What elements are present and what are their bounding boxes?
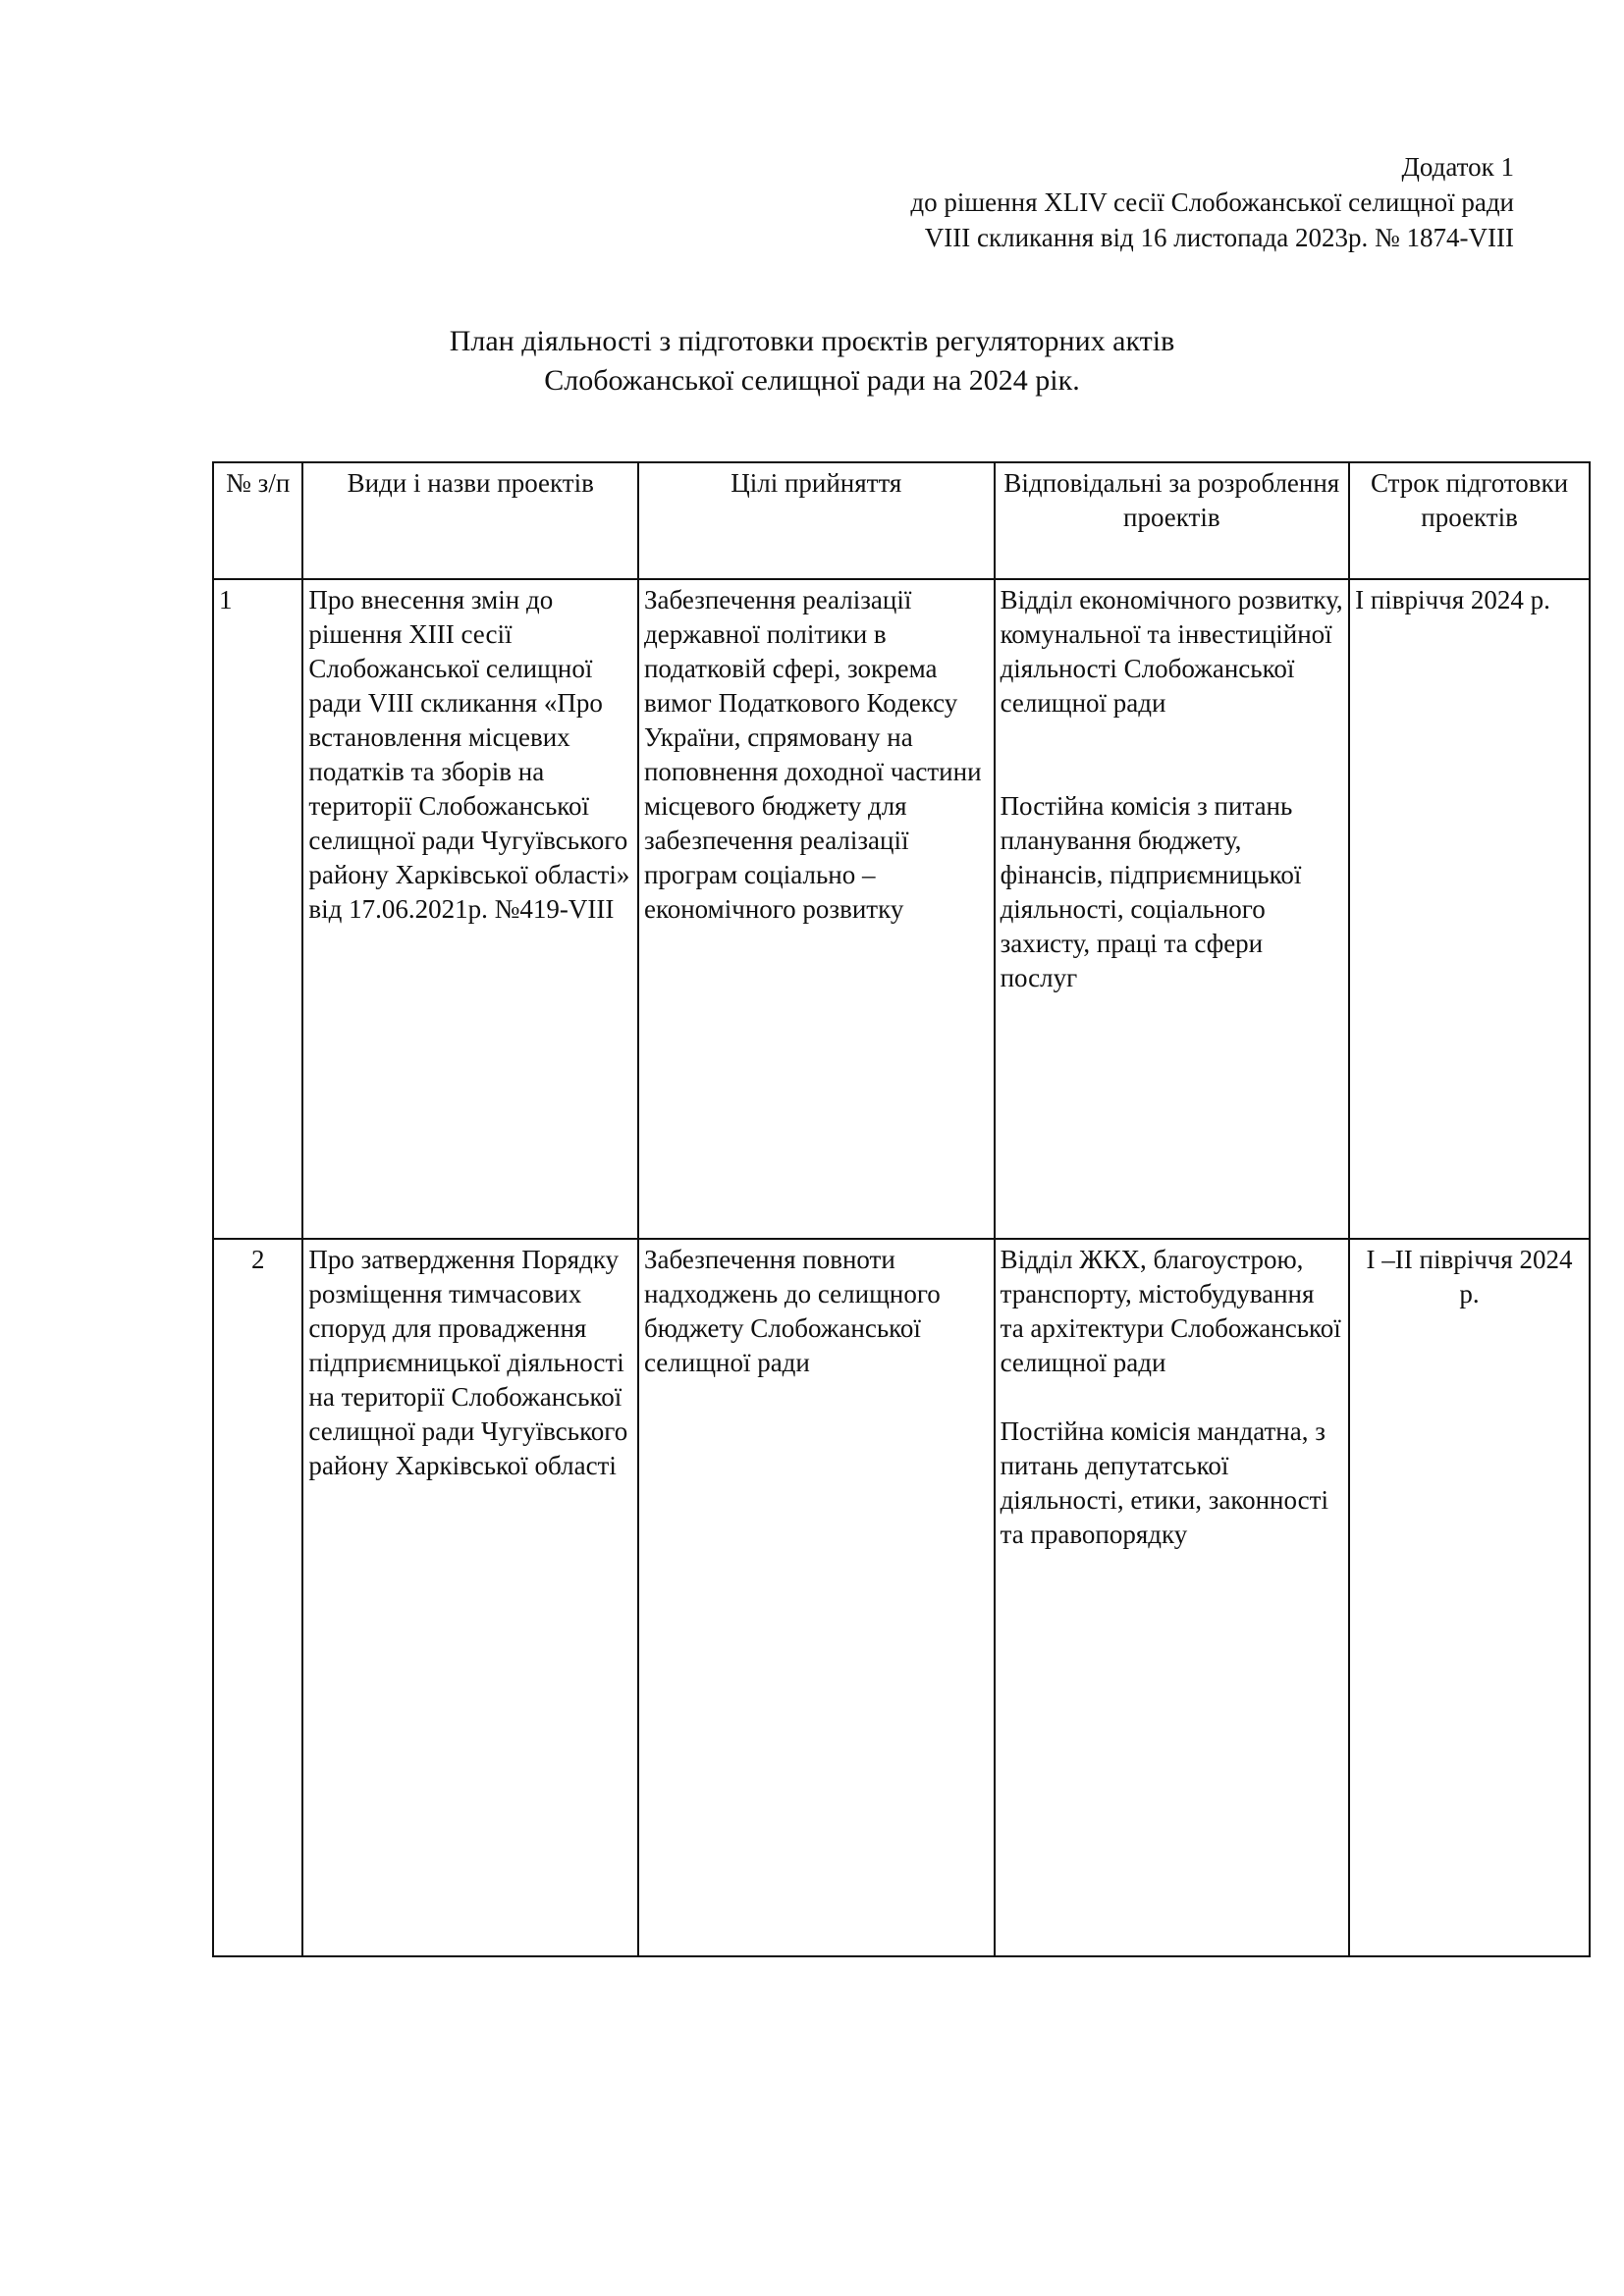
row-number: 2 — [213, 1239, 302, 1956]
document-title — [0, 322, 1624, 400]
responsible-commission: Постійна комісія з питань планування бюджету, фінансів, підприємницької діяльності, соціального захисту, праці та сфери послуг — [1000, 791, 1302, 992]
responsible-department: Відділ економічного розвитку, комунальної та інвестиційної діяльності Слобожанської селищної ради — [1000, 585, 1343, 718]
row-number: 1 — [213, 579, 302, 1239]
regulatory-plan-table — [212, 461, 1591, 1957]
project-type-cell: Про внесення змін до рішення XIII сесії Слобожанської селищної ради VIII скликання «Про встановлення місцевих податків та зборів на території Слобожанської селищної ради Чугуївського району Харківської області» від 17.06.2021р. №419-VIII — [302, 579, 638, 1239]
responsible-cell — [995, 579, 1350, 1239]
table-row — [213, 579, 1590, 1239]
appendix-label: Додаток 1 — [1401, 152, 1514, 182]
title-line-1: План діяльності з підготовки проєктів регуляторних актів — [449, 325, 1175, 357]
table-row — [213, 1239, 1590, 1956]
appendix-header — [630, 149, 1514, 255]
header-term: Строк підготовки проектів — [1349, 462, 1590, 579]
decision-date-number: VIII скликання від 16 листопада 2023р. № 1874-VIII — [924, 223, 1514, 252]
title-line-2: Слобожанської селищної ради на 2024 рік. — [544, 364, 1080, 397]
goal-cell: Забезпечення повноти надходжень до селищного бюджету Слобожанської селищної ради — [638, 1239, 995, 1956]
goal-cell: Забезпечення реалізації державної політики в податковій сфері, зокрема вимог Податкового Кодексу України, спрямовану на поповнення доходної частини місцевого бюджету для забезпечення реалізації програм соціально – економічного розвитку — [638, 579, 995, 1239]
table-header-row — [213, 462, 1590, 579]
header-responsible: Відповідальні за розроблення проектів — [995, 462, 1350, 579]
term-cell: І –ІІ півріччя 2024 р. — [1349, 1239, 1590, 1956]
header-number: № з/п — [213, 462, 302, 579]
term-cell: І півріччя 2024 р. — [1349, 579, 1590, 1239]
responsible-commission: Постійна комісія мандатна, з питань депутатської діяльності, етики, законності та правопорядку — [1000, 1416, 1328, 1549]
decision-reference: до рішення XLIV сесії Слобожанської селищної ради — [910, 187, 1514, 217]
header-project-type: Види і назви проектів — [302, 462, 638, 579]
responsible-cell — [995, 1239, 1350, 1956]
header-goal: Цілі прийняття — [638, 462, 995, 579]
project-type-cell: Про затвердження Порядку розміщення тимчасових споруд для провадження підприємницької діяльності на території Слобожанської селищної ради Чугуївського району Харківської області — [302, 1239, 638, 1956]
responsible-department: Відділ ЖКХ, благоустрою, транспорту, містобудування та архітектури Слобожанської селищної ради — [1000, 1245, 1341, 1377]
